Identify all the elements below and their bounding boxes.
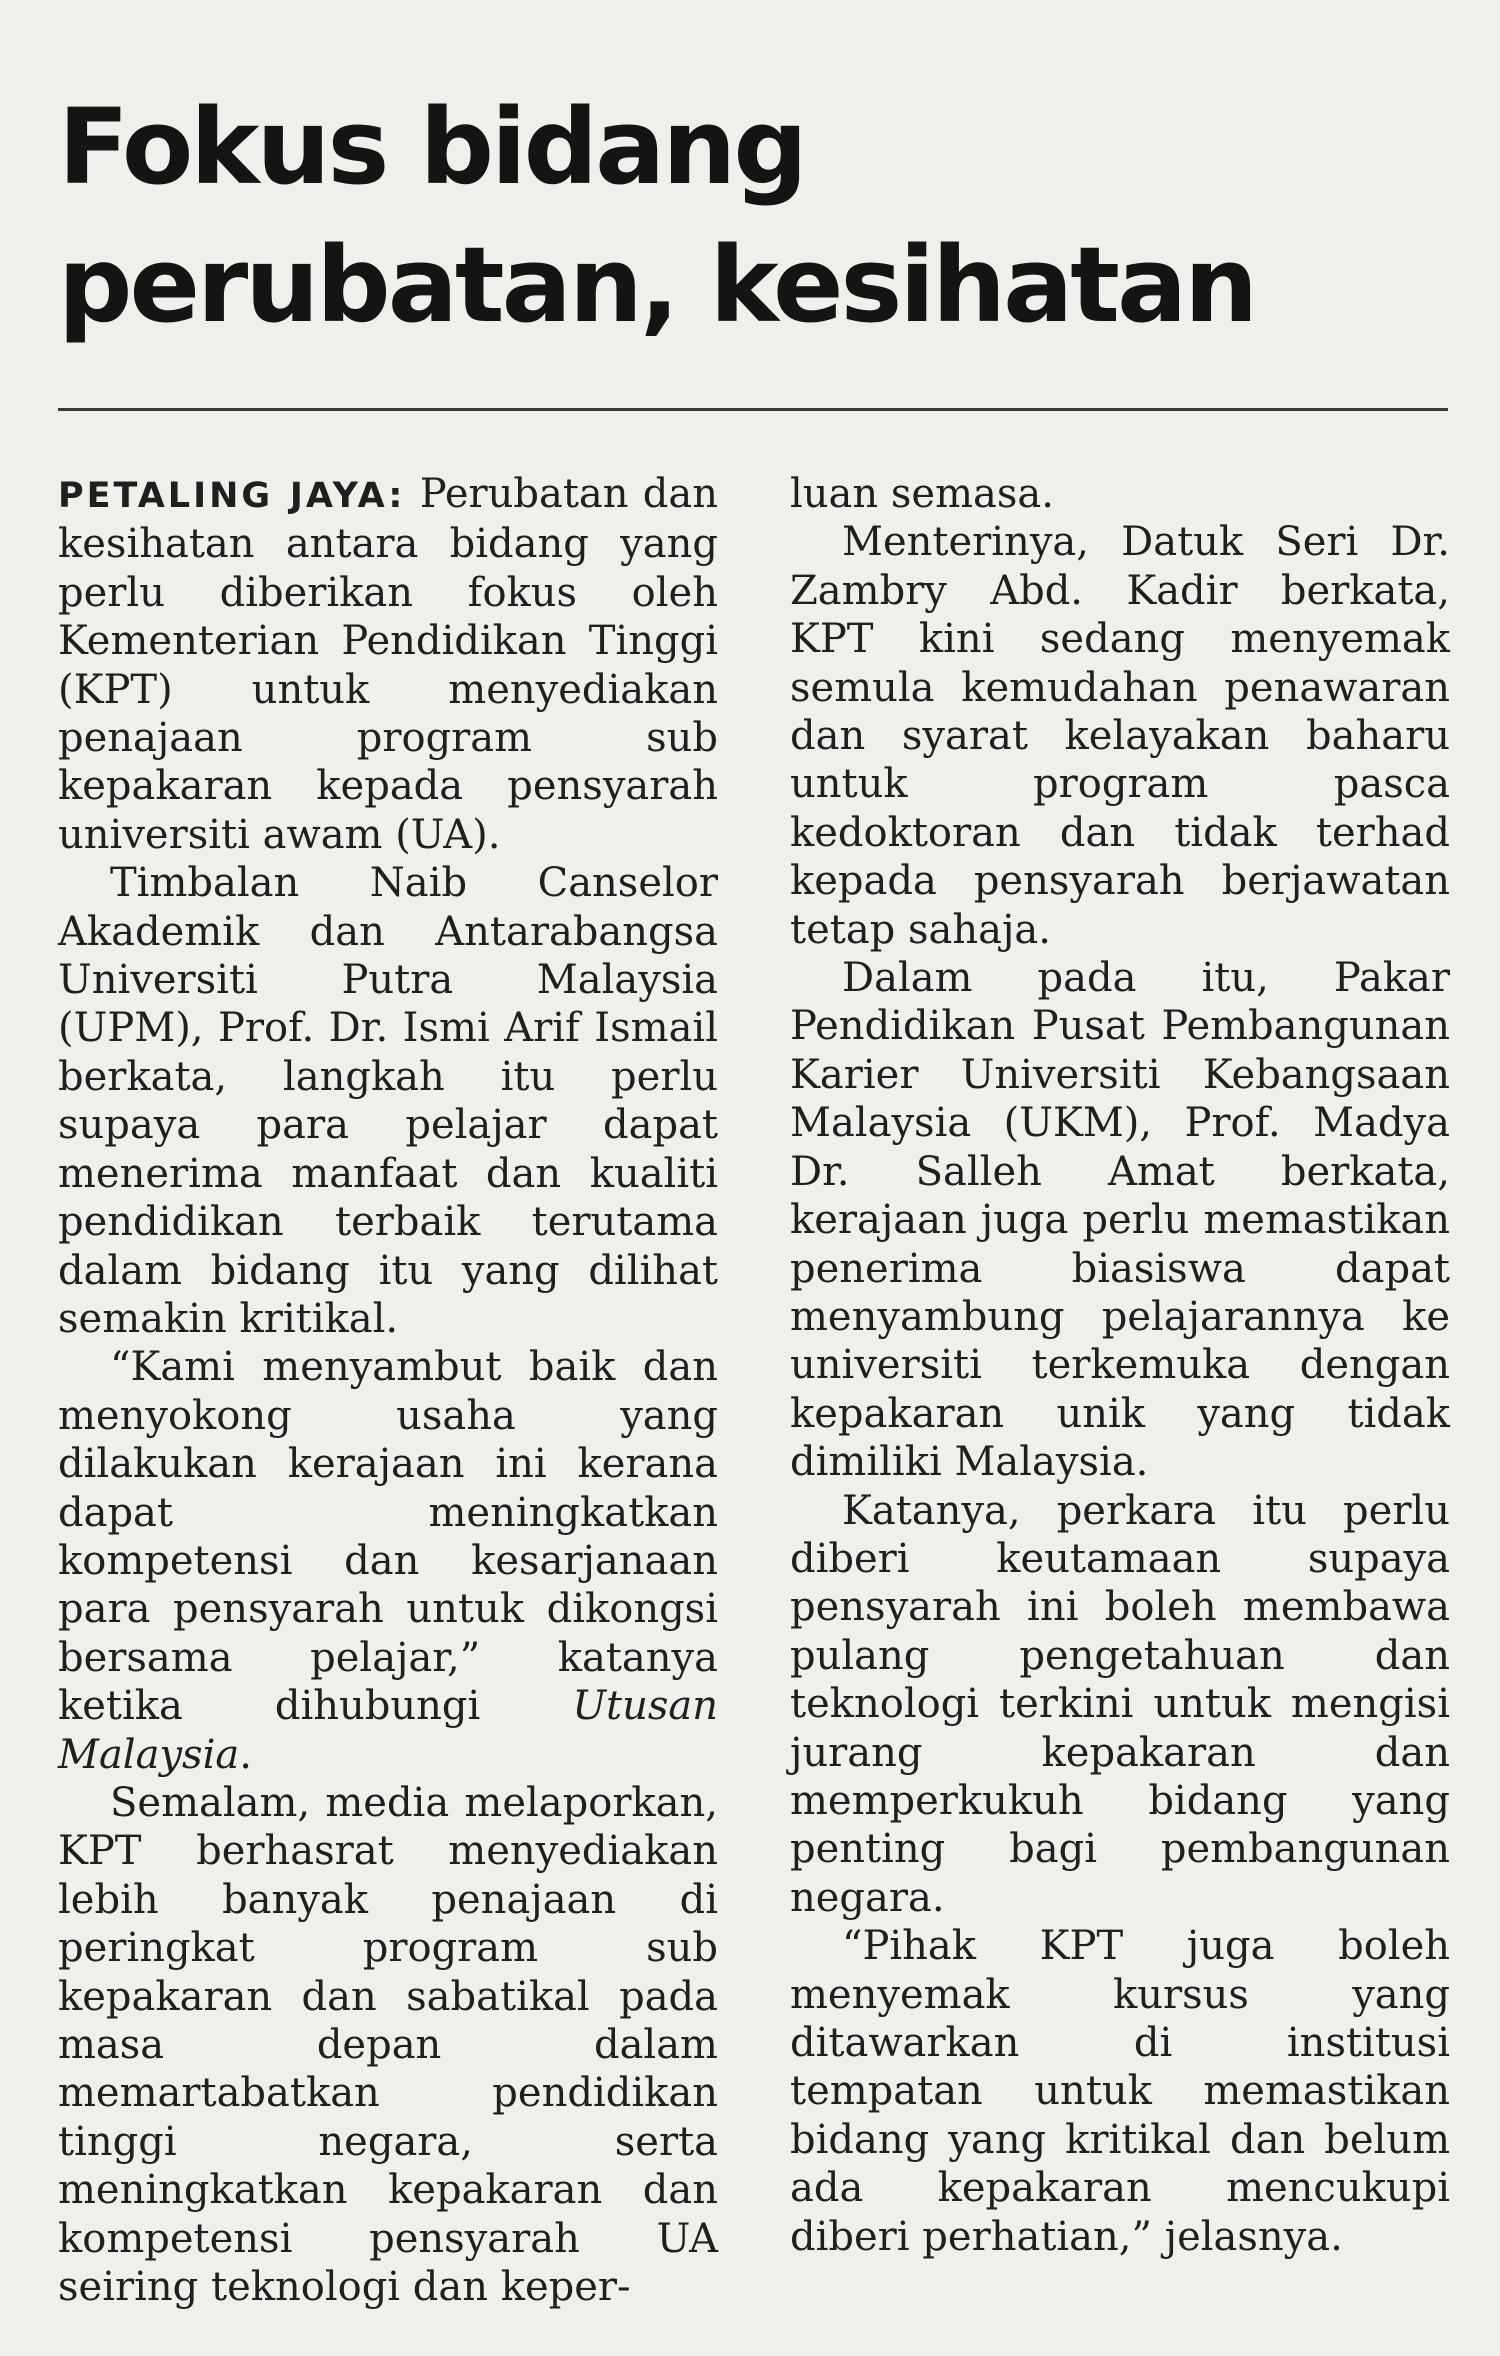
article-column-left bbox=[58, 470, 718, 2311]
article-column-right bbox=[790, 470, 1450, 2261]
paragraph-4-continued: luan semasa. bbox=[790, 471, 1054, 517]
paragraph-5: Menterinya, Datuk Seri Dr. Zambry Abd. Kadir berkata, KPT kini sedang menyemak semula kemudahan penawaran dan syarat kelayakan baharu untuk program pasca kedoktoran dan tidak terhad kepada pensyarah berjawatan tetap sahaja. bbox=[790, 519, 1450, 953]
publication-name: Utusan Malaysia bbox=[58, 1683, 718, 1778]
headline-line-2: perubatan, kesihatan bbox=[58, 224, 1256, 346]
headline bbox=[58, 78, 1458, 354]
paragraph-3-text: “Kami menyambut baik dan menyokong usaha yang dilakukan kerajaan ini kerana dapat meningkatkan kompetensi dan kesarjanaan para pensyarah untuk dikongsi bersama pelajar,” katanya ketika dihubungi bbox=[58, 1344, 718, 1730]
paragraph-8: “Pihak KPT juga boleh menyemak kursus yang ditawarkan di institusi tempatan untuk memastikan bidang yang kritikal dan belum ada kepakaran mencukupi diberi perhatian,” jelasnya. bbox=[790, 1923, 1450, 2260]
dateline: PETALING JAYA: bbox=[58, 476, 406, 516]
paragraph-3 bbox=[58, 1343, 718, 1779]
paragraph-1-text: Perubatan dan kesihatan antara bidang yang perlu diberikan fokus oleh Kementerian Pendidikan Tinggi (KPT) untuk menyediakan penajaan program sub kepakaran kepada pensyarah universiti awam (UA). bbox=[58, 471, 719, 858]
paragraph-7: Katanya, perkara itu perlu diberi keutamaan supaya pensyarah ini boleh membawa pulang pengetahuan dan teknologi terkini untuk mengisi jurang kepakaran dan memperkukuh bidang yang penting bagi pembangunan negara. bbox=[790, 1487, 1450, 1921]
paragraph-2: Timbalan Naib Canselor Akademik dan Antarabangsa Universiti Putra Malaysia (UPM), Prof. Dr. Ismi Arif Ismail berkata, langkah itu perlu supaya para pelajar dapat menerima manfaat dan kualiti pendidikan terbaik terutama dalam bidang itu yang dilihat semakin kritikal. bbox=[58, 860, 718, 1342]
paragraph-4: Semalam, media melaporkan, KPT berhasrat menyediakan lebih banyak penajaan di peringkat program sub kepakaran dan sabatikal pada masa depan dalam memartabatkan pendidikan tinggi negara, serta meningkatkan kepakaran dan kompetensi pensyarah UA seiring teknologi dan keper- bbox=[58, 1779, 718, 2311]
paragraph-3-end: . bbox=[239, 1731, 252, 1778]
headline-divider bbox=[58, 408, 1448, 411]
paragraph-6: Dalam pada itu, Pakar Pendidikan Pusat Pembangunan Karier Universiti Kebangsaan Malaysia (UKM), Prof. Madya Dr. Salleh Amat berkata, kerajaan juga perlu memastikan penerima biasiswa dapat menyambung pelajarannya ke universiti terkemuka dengan kepakaran unik yang tidak dimiliki Malaysia. bbox=[790, 955, 1450, 1486]
headline-line-1: Fokus bidang bbox=[58, 86, 805, 208]
paragraph-1 bbox=[58, 470, 718, 859]
